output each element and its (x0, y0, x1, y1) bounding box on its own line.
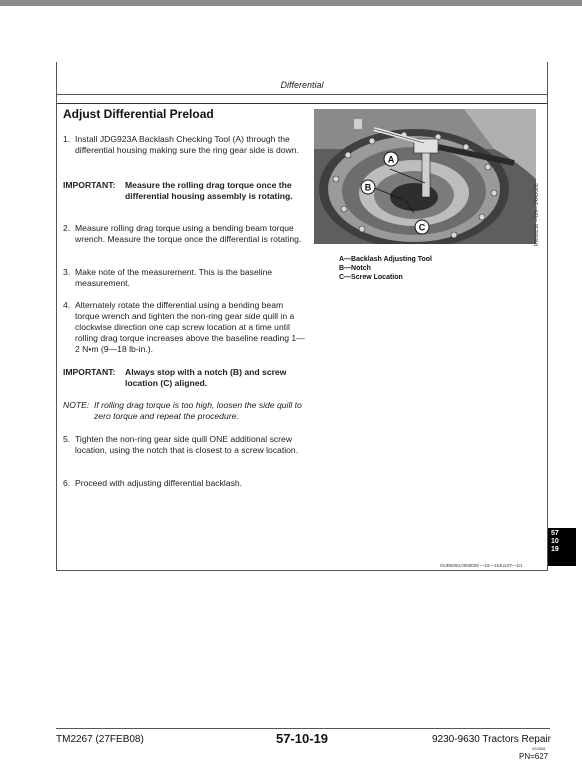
step-5 (63, 434, 307, 456)
important-text: Always stop with a notch (B) and screw location (C) aligned. (125, 367, 287, 388)
photo-code: RW99256 —UN—14AUG06 (534, 183, 540, 246)
callout-a: A (387, 154, 395, 165)
important-1 (63, 180, 307, 202)
note (63, 400, 307, 422)
step-number: 6. (63, 478, 71, 488)
important-2 (63, 367, 307, 389)
step-1 (63, 134, 307, 156)
tab-line: 19 (551, 546, 559, 553)
step-text: Alternately rotate the differential using a bending beam torque wrench and tighten the non-ring gear side quill in a clockwise direction one cap screw location at a time until rolling drag torque increases above the baseline reading 1—2 N•m (9—18 lb-in.). (75, 300, 305, 354)
callout-c: C (418, 222, 426, 233)
step-number: 4. (63, 300, 71, 310)
footer-date-code: 022808 (532, 746, 546, 751)
step-text: Proceed with adjusting differential backlash. (75, 478, 243, 488)
step-number: 2. (63, 223, 71, 233)
step-text: Install JDG923A Backlash Checking Tool (A) through the differential housing making sure the ring gear side is down. (75, 134, 299, 155)
legend-item: A—Backlash Adjusting Tool (339, 256, 432, 263)
callout-b: B (364, 182, 372, 193)
footer-rule (56, 728, 550, 729)
footer-pn: PN=627 (519, 752, 549, 761)
step-text: Tighten the non-ring gear side quill ONE additional screw location, using the notch that is closest to a screw location. (75, 434, 299, 455)
top-bar (0, 0, 582, 6)
step-2 (63, 223, 307, 245)
tab-line: 10 (551, 538, 559, 545)
footer-manual-id: TM2267 (27FEB08) (56, 734, 144, 745)
tab-line: 57 (551, 530, 559, 537)
procedure-title: Adjust Differential Preload (63, 107, 214, 121)
step-number: 5. (63, 434, 71, 444)
step-number: 1. (63, 134, 71, 144)
step-number: 3. (63, 267, 71, 277)
figure-legend (339, 255, 432, 282)
section-tab (548, 528, 576, 566)
legend-item: C—Screw Location (339, 274, 403, 281)
section-title: Differential (280, 80, 324, 90)
note-text: If rolling drag torque is too high, loosen the side quill to zero torque and repeat the procedure. (94, 400, 302, 421)
legend-item: B—Notch (339, 265, 371, 272)
differential-photo (314, 109, 536, 244)
important-label: IMPORTANT: (63, 367, 116, 377)
step-text: Make note of the measurement. This is the baseline measurement. (75, 267, 273, 288)
step-6 (63, 478, 307, 489)
step-text: Measure rolling drag torque using a bending beam torque wrench. Measure the torque once the differential is rotating. (75, 223, 302, 244)
footer-manual-title: 9230-9630 Tractors Repair (432, 734, 551, 745)
document-id: OUR8294,0000029 —19—15JUL07—1/1 (440, 563, 523, 568)
note-label: NOTE: (63, 400, 90, 410)
footer-page-number: 57-10-19 (276, 731, 329, 746)
important-text: Measure the rolling drag torque once the differential housing assembly is rotating. (125, 180, 293, 201)
step-4 (63, 300, 307, 355)
important-label: IMPORTANT: (63, 180, 116, 190)
step-3 (63, 267, 307, 289)
section-rule (56, 94, 548, 95)
